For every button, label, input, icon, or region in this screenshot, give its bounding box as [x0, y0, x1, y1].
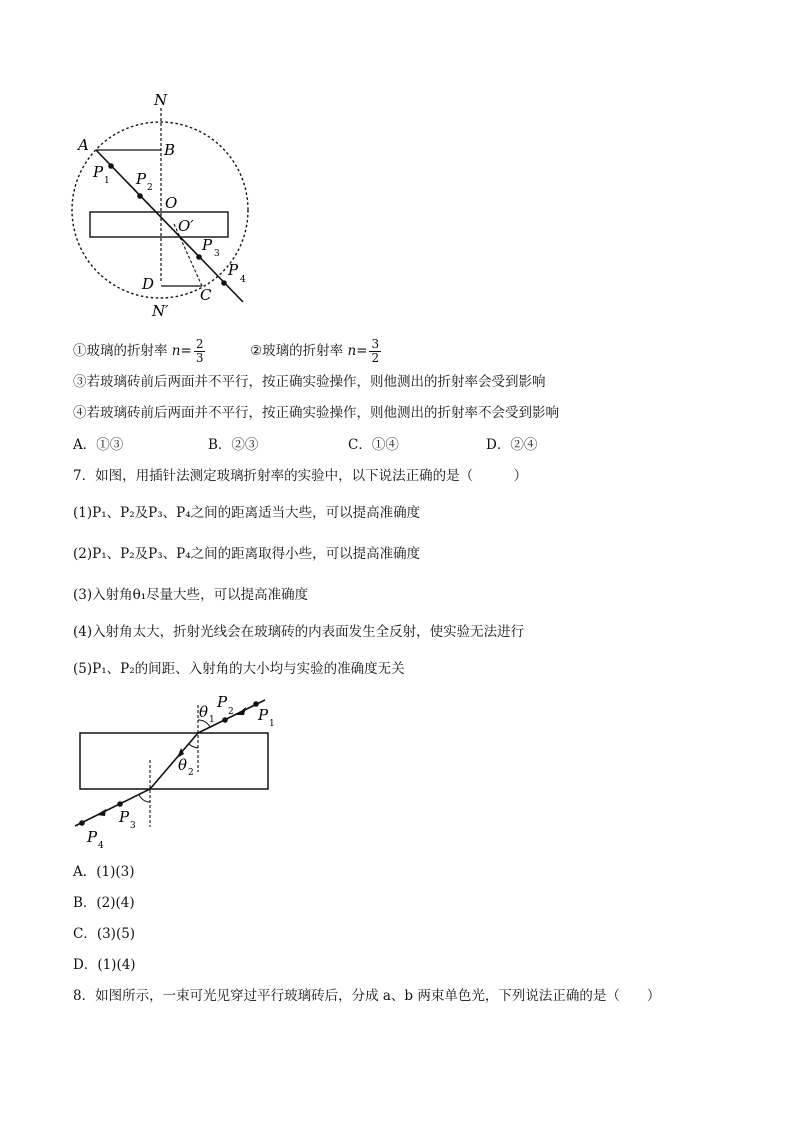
angle-arc-exit [139, 795, 150, 802]
pin-p2 [222, 717, 228, 723]
statement-1-numerator: 2 [195, 337, 204, 351]
figure-refraction-circle [60, 90, 270, 330]
label-N-prime: N′ [152, 302, 169, 320]
ray-line [96, 150, 243, 302]
q8-stem: 8．如图所示，一束可光见穿过平行玻璃砖后，分成 a、b 两束单色光，下列说法正确的是（ ） [73, 988, 661, 1004]
label-P2: P [136, 170, 147, 188]
statement-2-fraction [369, 338, 381, 365]
label-theta2-sub: 2 [188, 768, 194, 778]
label-P1: P [258, 706, 269, 724]
q6-choice-a[interactable]: A．①③ [73, 437, 124, 453]
arrow-bottom [96, 809, 106, 816]
q7-choice-c[interactable]: C．(3)(5) [73, 926, 136, 942]
label-P4-sub: 4 [240, 275, 246, 285]
label-N: N [154, 91, 168, 109]
statement-1-var: n [171, 343, 181, 359]
label-P3: P [202, 236, 213, 254]
label-P4-sub: 4 [98, 841, 104, 851]
label-theta2: θ [178, 756, 188, 774]
q7-choice-d[interactable]: D．(1)(4) [73, 957, 136, 973]
q7-choice-b[interactable]: B．(2)(4) [73, 895, 135, 911]
pin-p2 [137, 193, 143, 199]
statement-2-denominator: 2 [371, 351, 380, 365]
q7-item-1: (1)P₁、P₂及P₃、P₄之间的距离适当大些，可以提高准确度 [73, 505, 421, 521]
label-P3: P [119, 808, 130, 826]
q7-stem: 7．如图，用插针法测定玻璃折射率的实验中，以下说法正确的是（ ） [73, 468, 528, 484]
statement-1-denominator: 3 [195, 351, 204, 365]
statement-2-var: n [347, 343, 357, 359]
label-theta1-sub: 1 [209, 715, 215, 725]
statement-1-text: ①玻璃的折射率 [73, 343, 172, 359]
q7-item-3: (3)入射角θ₁尽量大些，可以提高准确度 [73, 587, 309, 603]
label-P3-sub: 3 [214, 249, 220, 259]
label-P4: P [228, 261, 239, 279]
statement-1-and-2 [73, 338, 383, 365]
figure-glass-slab-pins [65, 690, 295, 860]
label-A: A [78, 136, 89, 154]
statement-3: ③若玻璃砖前后两面并不平行，按正确实验操作，则他测出的折射率会受到影响 [73, 374, 546, 390]
label-P2: P [217, 693, 228, 711]
q7-item-4: (4)入射角太大，折射光线会在玻璃砖的内表面发生全反射，使实验无法进行 [73, 624, 525, 640]
statement-2-text: ②玻璃的折射率 [250, 343, 348, 359]
pin-p4 [221, 280, 227, 286]
label-O-prime: O′ [178, 217, 194, 235]
pin-p3 [196, 254, 202, 260]
label-theta1: θ [199, 703, 209, 721]
label-P3-sub: 3 [130, 821, 136, 831]
label-P2-sub: 2 [147, 183, 153, 193]
label-B: B [164, 141, 176, 159]
dotted-circle [72, 122, 248, 298]
q7-item-5: (5)P₁、P₂的间距、入射角的大小均与实验的准确度无关 [73, 661, 405, 677]
statement-1-eq: = [180, 343, 192, 359]
pin-p3 [117, 801, 123, 807]
label-C: C [200, 286, 212, 304]
q6-choice-b[interactable]: B．②③ [208, 437, 259, 453]
statement-2-numerator: 3 [371, 337, 380, 351]
q6-choice-d[interactable]: D．②④ [486, 437, 538, 453]
q7-item-2: (2)P₁、P₂及P₃、P₄之间的距离取得小些，可以提高准确度 [73, 546, 421, 562]
label-P2-sub: 2 [228, 707, 234, 717]
label-O: O [165, 194, 178, 212]
label-P4: P [87, 828, 98, 846]
label-P1-sub: 1 [269, 719, 275, 729]
pin-p4 [79, 820, 85, 826]
statement-2-eq: = [356, 343, 368, 359]
angle-arc-theta2 [189, 744, 198, 748]
statement-4: ④若玻璃砖前后两面并不平行，按正确实验操作，则他测出的折射率不会受到影响 [73, 405, 559, 421]
q7-choice-a[interactable]: A．(1)(3) [73, 864, 135, 880]
pin-p1 [108, 163, 114, 169]
light-path [75, 700, 265, 826]
label-P1-sub: 1 [104, 176, 110, 186]
label-P1: P [93, 163, 104, 181]
statement-1-fraction [194, 338, 206, 365]
q6-choice-c[interactable]: C．①④ [348, 437, 399, 453]
label-D: D [142, 275, 155, 293]
